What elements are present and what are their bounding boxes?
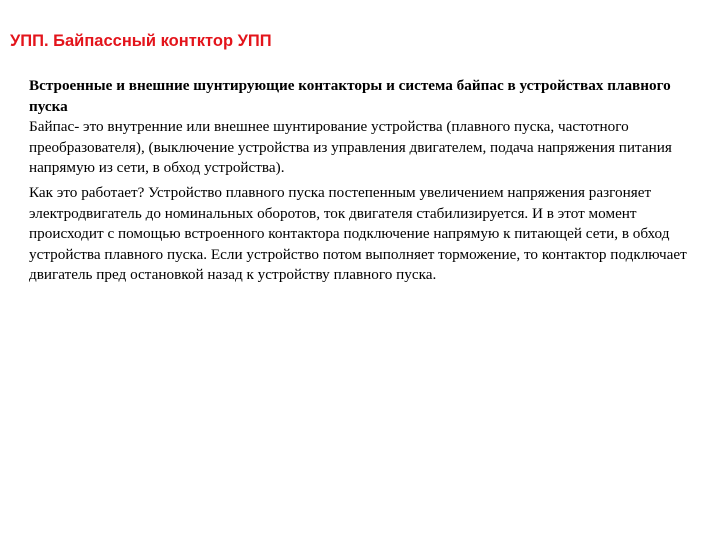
slide-title: УПП. Байпассный контктор УПП (10, 32, 272, 50)
definition-paragraph: Байпас- это внутренние или внешнее шунтирование устройства (плавного пуска, частотного преобразователя), (выключение устройства из управления двигателем, подача напряжения питания напрямую из сети, в обход устройства). (29, 118, 672, 177)
section-subheading: Встроенные и внешние шунтирующие контакторы и система байпас в устройствах плавного пуска (29, 77, 671, 115)
explanation-paragraph: Как это работает? Устройство плавного пуска постепенным увеличением напряжения разгоняет электродвигатель до номинальных оборотов, ток двигателя стабилизируется. И в этот момент происходит с помощью встроенного контактора подключение напрямую к питающей сети, в обход устройства плавного пуска. Если устройство потом выполняет торможение, то контактор подключает двигатель пред остановкой назад к устройству плавного пуска. (29, 183, 687, 284)
slide-body (29, 76, 697, 286)
